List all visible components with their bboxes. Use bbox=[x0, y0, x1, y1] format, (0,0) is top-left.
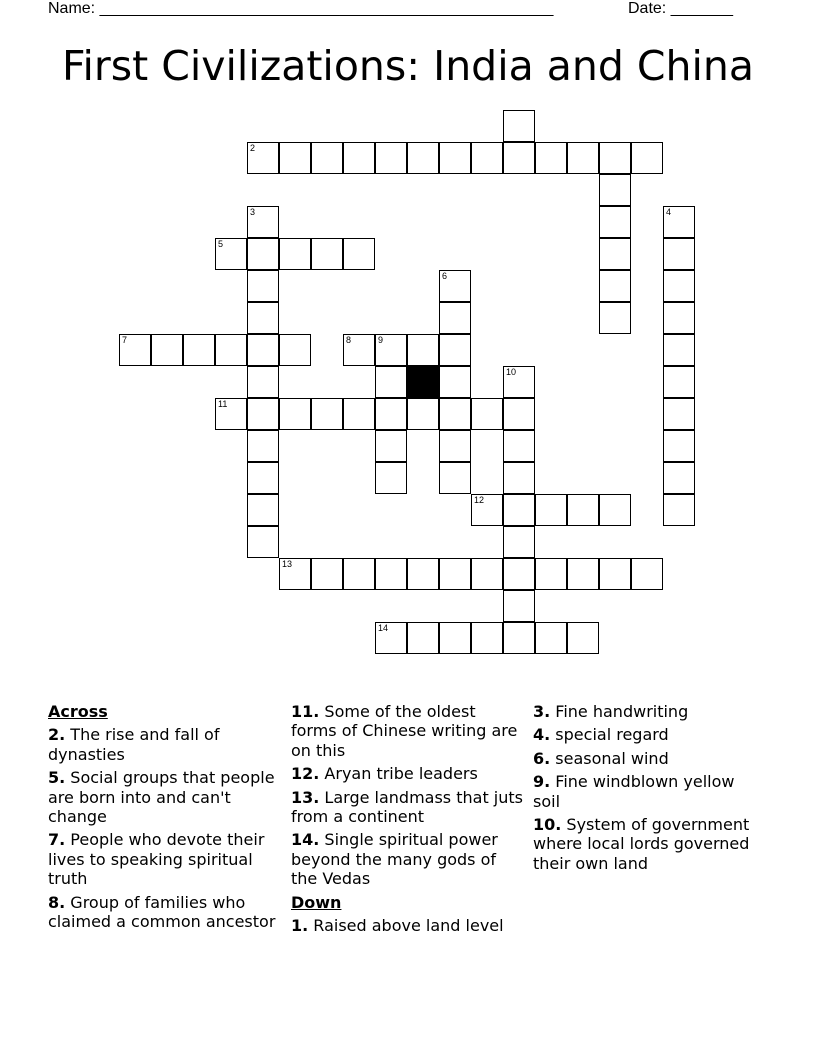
clue-number-label: 9 bbox=[378, 335, 384, 345]
crossword-cell[interactable] bbox=[663, 302, 695, 334]
clue-number: 6. bbox=[533, 748, 551, 768]
crossword-cell[interactable] bbox=[503, 462, 535, 494]
crossword-cell[interactable] bbox=[247, 398, 279, 430]
clue-across-14 bbox=[291, 830, 523, 888]
clue-number-label: 12 bbox=[474, 495, 485, 505]
crossword-cell[interactable] bbox=[663, 206, 695, 238]
clue-number: 2. bbox=[48, 725, 66, 745]
crossword-cell[interactable] bbox=[343, 558, 375, 590]
clue-number-label: 11 bbox=[218, 399, 228, 409]
crossword-cell[interactable] bbox=[247, 430, 279, 462]
crossword-cell[interactable] bbox=[567, 558, 599, 590]
crossword-cell[interactable] bbox=[215, 334, 247, 366]
clue-across-11 bbox=[291, 702, 523, 760]
clue-number-label: 8 bbox=[346, 335, 352, 345]
clue-number: 11. bbox=[291, 702, 320, 721]
crossword-cell[interactable] bbox=[663, 430, 695, 462]
crossword-cell[interactable] bbox=[471, 622, 503, 654]
crossword-cell[interactable] bbox=[439, 622, 471, 654]
crossword-cell[interactable] bbox=[311, 238, 343, 270]
clue-text: Social groups that people are born into and can't change bbox=[48, 768, 275, 827]
crossword-cell[interactable] bbox=[375, 142, 407, 174]
clue-number: 9. bbox=[533, 772, 551, 792]
crossword-cell[interactable] bbox=[503, 622, 535, 654]
crossword-cell[interactable] bbox=[535, 494, 567, 526]
crossword-cell[interactable] bbox=[183, 334, 215, 366]
clue-text: Group of families who claimed a common ancestor bbox=[48, 892, 276, 932]
crossword-cell[interactable] bbox=[663, 238, 695, 270]
crossword-cell[interactable] bbox=[279, 142, 311, 174]
crossword-cell[interactable] bbox=[247, 366, 279, 398]
clue-down-4 bbox=[533, 725, 765, 744]
crossword-cell[interactable] bbox=[215, 238, 247, 270]
clue-across-12 bbox=[291, 764, 523, 783]
clue-number-label: 13 bbox=[282, 559, 293, 569]
crossword-cell[interactable] bbox=[343, 334, 375, 366]
crossword-cell[interactable] bbox=[599, 558, 631, 590]
clue-number-label: 10 bbox=[506, 367, 517, 377]
crossword-cell[interactable] bbox=[535, 622, 567, 654]
clue-text: Fine handwriting bbox=[550, 702, 689, 721]
crossword-cell[interactable] bbox=[375, 558, 407, 590]
clue-across-13 bbox=[291, 788, 523, 827]
crossword-cell[interactable] bbox=[599, 270, 631, 302]
crossword-cell[interactable] bbox=[343, 142, 375, 174]
crossword-cell[interactable] bbox=[439, 462, 471, 494]
crossword-cell[interactable] bbox=[567, 494, 599, 526]
crossword-cell[interactable] bbox=[247, 302, 279, 334]
crossword-cell[interactable] bbox=[599, 174, 631, 206]
crossword-cell[interactable] bbox=[599, 142, 631, 174]
clue-text: People who devote their lives to speaking spiritual truth bbox=[48, 830, 265, 889]
across-heading: Across bbox=[48, 702, 108, 721]
clue-across-5 bbox=[48, 768, 280, 826]
crossword-cell[interactable] bbox=[247, 270, 279, 302]
crossword-cell[interactable] bbox=[407, 622, 439, 654]
clue-text: System of government where local lords governed their own land bbox=[533, 815, 750, 873]
crossword-cell[interactable] bbox=[663, 334, 695, 366]
clue-text: The rise and fall of dynasties bbox=[48, 725, 220, 764]
crossword-cell[interactable] bbox=[599, 494, 631, 526]
clue-down-6 bbox=[533, 749, 765, 768]
crossword-cell[interactable] bbox=[503, 142, 535, 174]
crossword-cell[interactable] bbox=[247, 526, 279, 558]
crossword-cell[interactable] bbox=[503, 590, 535, 622]
crossword-cell[interactable] bbox=[407, 142, 439, 174]
clue-number: 10. bbox=[533, 815, 562, 835]
crossword-cell[interactable] bbox=[663, 398, 695, 430]
crossword-cell[interactable] bbox=[375, 462, 407, 494]
crossword-cell[interactable] bbox=[247, 494, 279, 526]
crossword-cell[interactable] bbox=[663, 494, 695, 526]
crossword-cell[interactable] bbox=[503, 110, 535, 142]
crossword-cell[interactable] bbox=[535, 558, 567, 590]
crossword-cell[interactable] bbox=[375, 430, 407, 462]
crossword-cell[interactable] bbox=[439, 302, 471, 334]
crossword-cell[interactable] bbox=[343, 398, 375, 430]
crossword-cell[interactable] bbox=[567, 142, 599, 174]
crossword-cell[interactable] bbox=[599, 238, 631, 270]
clue-text: Large landmass that juts from a continent bbox=[291, 787, 523, 827]
crossword-cell[interactable] bbox=[503, 430, 535, 462]
clue-down-9 bbox=[533, 772, 765, 811]
clue-across-8 bbox=[48, 893, 280, 932]
crossword-cell[interactable] bbox=[407, 558, 439, 590]
crossword-cell[interactable] bbox=[471, 398, 503, 430]
crossword-cell[interactable] bbox=[215, 398, 247, 430]
clue-text: Fine windblown yellow soil bbox=[533, 772, 735, 811]
name-field[interactable]: Name: ___________________________________________________ bbox=[48, 0, 554, 17]
clue-number: 5. bbox=[48, 768, 66, 788]
clue-across-2 bbox=[48, 725, 280, 764]
crossword-cell[interactable] bbox=[247, 334, 279, 366]
clue-text: Single spiritual power beyond the many gods of the Vedas bbox=[291, 830, 498, 889]
crossword-cell[interactable] bbox=[279, 334, 311, 366]
crossword-cell[interactable] bbox=[439, 558, 471, 590]
crossword-cell[interactable] bbox=[279, 398, 311, 430]
clue-number: 14. bbox=[291, 830, 320, 850]
crossword-cell[interactable] bbox=[407, 334, 439, 366]
crossword-cell[interactable] bbox=[663, 270, 695, 302]
crossword-cell[interactable] bbox=[631, 558, 663, 590]
crossword-cell[interactable] bbox=[663, 462, 695, 494]
clue-number: 8. bbox=[48, 892, 66, 912]
clue-number-label: 14 bbox=[378, 623, 389, 633]
clue-number-label: 7 bbox=[122, 335, 128, 345]
down-heading: Down bbox=[291, 892, 342, 912]
crossword-cell[interactable] bbox=[311, 142, 343, 174]
clue-number: 13. bbox=[291, 787, 320, 807]
clue-number-label: 4 bbox=[666, 207, 672, 217]
crossword-cell[interactable] bbox=[247, 206, 279, 238]
crossword-cell[interactable] bbox=[407, 398, 439, 430]
crossword-cell[interactable] bbox=[439, 398, 471, 430]
clue-number-label: 5 bbox=[218, 239, 224, 249]
crossword-cell[interactable] bbox=[279, 238, 311, 270]
clue-number: 7. bbox=[48, 830, 66, 850]
clue-number: 4. bbox=[533, 725, 551, 745]
crossword-cell[interactable] bbox=[439, 334, 471, 366]
crossword-cell[interactable] bbox=[599, 302, 631, 334]
crossword-cell[interactable] bbox=[471, 142, 503, 174]
crossword-cell[interactable] bbox=[631, 142, 663, 174]
crossword-cell[interactable] bbox=[599, 206, 631, 238]
crossword-cell[interactable] bbox=[279, 558, 311, 590]
crossword-cell[interactable] bbox=[439, 366, 471, 398]
crossword-cell[interactable] bbox=[567, 622, 599, 654]
clue-number-label: 3 bbox=[250, 207, 256, 217]
crossword-cell[interactable] bbox=[311, 558, 343, 590]
crossword-cell[interactable] bbox=[375, 334, 407, 366]
crossword-cell[interactable] bbox=[535, 142, 567, 174]
crossword-cell[interactable] bbox=[439, 142, 471, 174]
crossword-cell[interactable] bbox=[247, 238, 279, 270]
clue-text: Raised above land level bbox=[308, 916, 504, 936]
crossword-cell[interactable] bbox=[247, 142, 279, 174]
crossword-cell[interactable] bbox=[663, 366, 695, 398]
clue-column-1 bbox=[48, 702, 280, 935]
crossword-cell[interactable] bbox=[503, 558, 535, 590]
clue-number: 12. bbox=[291, 764, 320, 784]
crossword-cell[interactable] bbox=[119, 334, 151, 366]
crossword-cell[interactable] bbox=[503, 494, 535, 526]
crossword-cell[interactable] bbox=[471, 494, 503, 526]
crossword-cell[interactable] bbox=[311, 398, 343, 430]
clue-text: Aryan tribe leaders bbox=[319, 764, 478, 784]
clue-down-1 bbox=[291, 916, 523, 935]
date-field[interactable]: Date: _______ bbox=[628, 0, 733, 17]
crossword-cell[interactable] bbox=[375, 622, 407, 654]
clue-text: special regard bbox=[550, 725, 669, 745]
clue-number: 1. bbox=[291, 916, 309, 936]
crossword-cell[interactable] bbox=[471, 558, 503, 590]
clue-number: 3. bbox=[533, 702, 551, 721]
page-title: First Civilizations: India and China bbox=[61, 42, 755, 90]
crossword-cell[interactable] bbox=[343, 238, 375, 270]
clue-down-10 bbox=[533, 815, 765, 873]
clue-text: Some of the oldest forms of Chinese writing are on this bbox=[291, 702, 518, 760]
crossword-cell[interactable] bbox=[503, 366, 535, 398]
crossword-cell[interactable] bbox=[375, 398, 407, 430]
crossword-cell[interactable] bbox=[503, 526, 535, 558]
clue-column-3 bbox=[533, 702, 765, 877]
crossword-cell[interactable] bbox=[247, 462, 279, 494]
crossword-block bbox=[407, 366, 439, 398]
crossword-cell[interactable] bbox=[503, 398, 535, 430]
clue-down-3 bbox=[533, 702, 765, 721]
clue-number-label: 6 bbox=[442, 271, 448, 281]
clue-column-2 bbox=[291, 702, 523, 939]
clue-across-7 bbox=[48, 830, 280, 888]
clue-text: seasonal wind bbox=[550, 748, 669, 768]
crossword-cell[interactable] bbox=[375, 366, 407, 398]
crossword-cell[interactable] bbox=[439, 270, 471, 302]
crossword-cell[interactable] bbox=[439, 430, 471, 462]
crossword-cell[interactable] bbox=[151, 334, 183, 366]
clue-number-label: 2 bbox=[250, 143, 256, 153]
